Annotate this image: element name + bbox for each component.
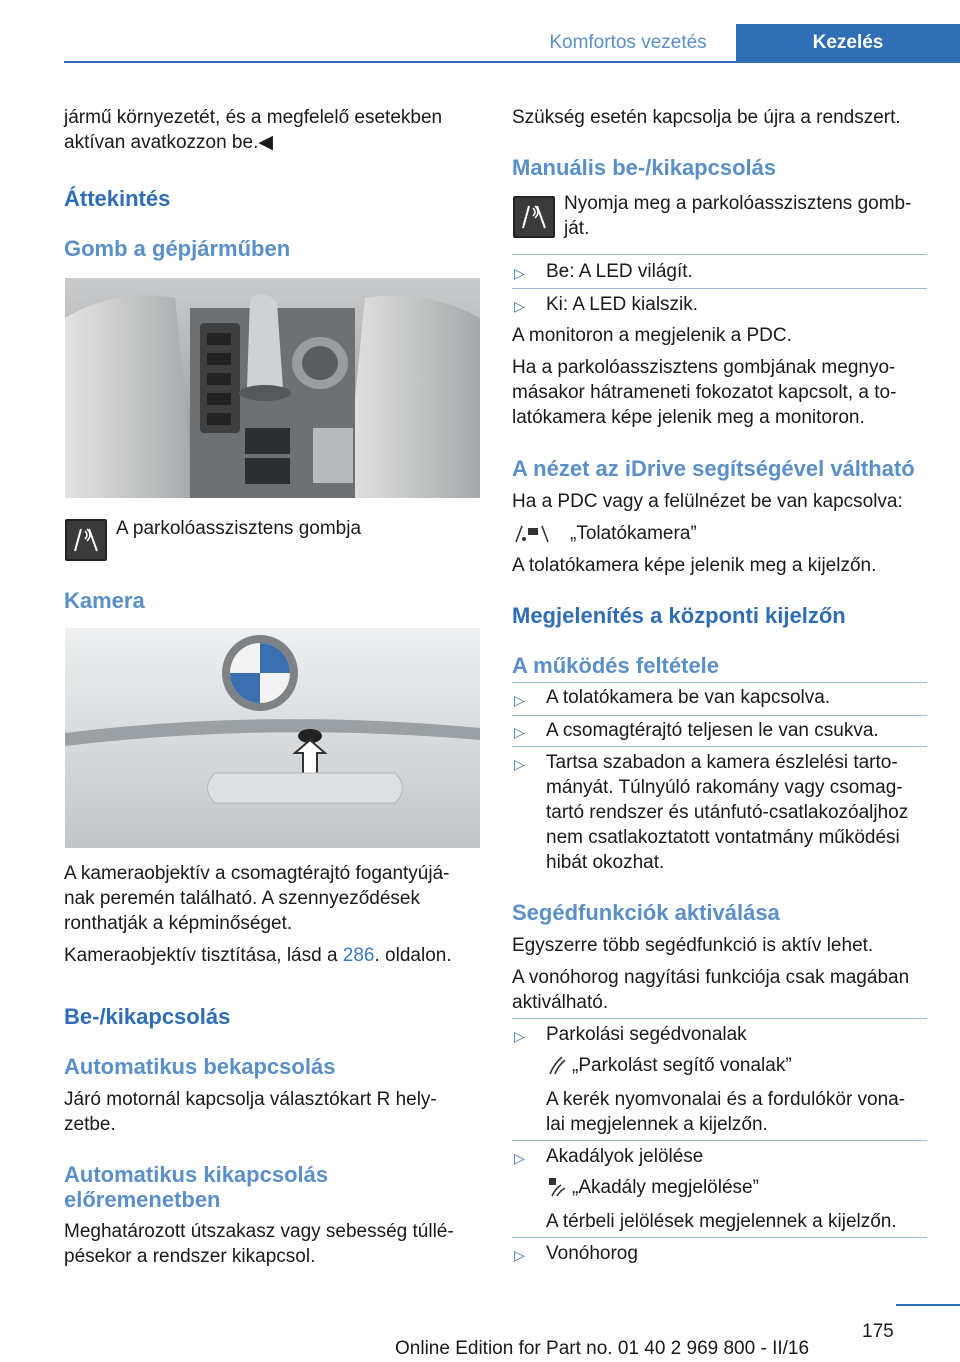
bullet-off: Ki: A LED kialszik.	[546, 294, 699, 315]
condition-3-line-1: Tartsa szabadon a kamera észlelési tarto-	[546, 752, 898, 773]
park-assist-button-icon-2	[513, 196, 555, 238]
condition-2: A csomagtérajtó teljesen le van csukva.	[546, 720, 879, 741]
page-286-link[interactable]: 286	[342, 945, 375, 966]
parking-lines-desc-2: lai megjelennek a kijelzőn.	[546, 1114, 768, 1135]
page-number: 175	[862, 1321, 894, 1342]
bullet-icon: ▷	[514, 1028, 525, 1044]
camera-cleaning-reference	[64, 944, 452, 968]
separator	[512, 682, 927, 683]
bullet-icon: ▷	[514, 1150, 525, 1166]
park-assist-caption: A parkolóasszisztens gombja	[116, 518, 362, 539]
header-rule	[64, 61, 960, 63]
park-assist-button-icon	[65, 519, 107, 561]
auto-off-line-1: Meghatározott útszakasz vagy sebesség túllé-	[64, 1221, 454, 1242]
reverse-line-3: latókamera képe jelenik meg a monitoron.	[512, 407, 865, 428]
heading-manual-on-off: Manuális be-/kikapcsolás	[512, 155, 777, 180]
reverse-line-2: másakor hátrameneti fokozatot kapcsolt, a to-	[512, 382, 897, 403]
cleaning-text-suffix: . oldalon.	[374, 945, 452, 966]
separator	[512, 1140, 927, 1141]
intro-line-1: jármű környezetét, és a megfelelő esetekben	[64, 107, 443, 128]
condition-3-line-3: tartó rendszer és utánfutó-csatlakozóaljhoz	[546, 802, 909, 823]
edition-text: Online Edition for Part no. 01 40 2 969 800 - II/16	[395, 1338, 810, 1359]
heading-auto-off-line-2: előremenetben	[64, 1187, 221, 1212]
condition-3-line-5: hibát okozhat.	[546, 852, 665, 873]
header-chapter-tab[interactable]: Kezelés	[736, 24, 960, 62]
heading-button-in-vehicle: Gomb a gépjárműben	[64, 236, 291, 261]
bullet-on: Be: A LED világít.	[546, 261, 693, 282]
reverse-line-1: Ha a parkolóasszisztens gombjának megnyo-	[512, 357, 896, 378]
parking-lines-menu: „Parkolást segítő vonalak”	[572, 1055, 792, 1076]
bullet-icon: ▷	[514, 724, 525, 740]
heading-on-off: Be-/kikapcsolás	[64, 1004, 231, 1029]
heading-idrive: A nézet az iDrive segítségével váltható	[512, 456, 915, 481]
assist-text-1: Egyszerre több segédfunkció is aktív lehet.	[512, 935, 874, 956]
heading-auto-on: Automatikus bekapcsolás	[64, 1054, 336, 1079]
assist-text-2-line-1: A vonóhorog nagyítási funkciója csak magában	[512, 967, 910, 988]
heading-condition: A működés feltétele	[512, 653, 720, 678]
auto-on-line-1: Járó motornál kapcsolja választókart R hely-	[64, 1089, 437, 1110]
intro-line-2: aktívan avatkozzon be.◀	[64, 132, 273, 153]
heading-central-display: Megjelenítés a központi kijelzőn	[512, 603, 846, 628]
manual-line-1: Nyomja meg a parkolóasszisztens gomb-	[564, 193, 912, 214]
separator	[512, 288, 927, 289]
heading-overview: Áttekintés	[64, 186, 171, 211]
bullet-icon: ▷	[514, 265, 525, 281]
cleaning-text-prefix: Kameraobjektív tisztítása, lásd a	[64, 945, 343, 966]
bullet-icon: ▷	[514, 692, 525, 708]
restart-text: Szükség esetén kapcsolja be újra a rendszert.	[512, 107, 901, 128]
camera-photo	[65, 628, 480, 848]
heading-auto-off-line-1: Automatikus kikapcsolás	[64, 1162, 329, 1187]
idrive-menu-item: „Tolatókamera”	[570, 523, 697, 544]
parking-lines-desc-1: A kerék nyomvonalai és a fordulókör vona-	[546, 1089, 906, 1110]
bullet-icon: ▷	[514, 756, 525, 772]
bullet-icon: ▷	[514, 1247, 525, 1263]
separator	[512, 715, 927, 716]
idrive-text: Ha a PDC vagy a felülnézet be van kapcsolva:	[512, 491, 903, 512]
condition-3-line-4: nem csatlakoztatott vontatmány működési	[546, 827, 900, 848]
idrive-result: A tolatókamera képe jelenik meg a kijelzőn.	[512, 555, 877, 576]
assist-text-2-line-2: aktiválható.	[512, 992, 609, 1013]
parking-lines-icon	[546, 1054, 568, 1081]
obstacles-menu: „Akadály megjelölése”	[572, 1177, 759, 1198]
obstacle-marking-icon	[546, 1176, 568, 1203]
condition-1: A tolatókamera be van kapcsolva.	[546, 687, 831, 708]
function-tow-hook: Vonóhorog	[546, 1243, 638, 1264]
manual-line-2: ját.	[564, 218, 590, 239]
function-obstacles: Akadályok jelölése	[546, 1146, 704, 1167]
heading-camera: Kamera	[64, 588, 145, 613]
camera-text-line-2: nak peremén található. A szennyeződések	[64, 888, 420, 909]
separator	[512, 1018, 927, 1019]
header-section-tab[interactable]: Komfortos vezetés	[549, 32, 707, 53]
auto-off-line-2: pésekor a rendszer kikapcsol.	[64, 1246, 316, 1267]
rear-camera-icon	[512, 522, 552, 549]
separator	[512, 1237, 927, 1238]
separator	[512, 254, 927, 255]
heading-assist-functions: Segédfunkciók aktiválása	[512, 900, 780, 925]
obstacles-desc: A térbeli jelölések megjelennek a kijelzőn.	[546, 1211, 897, 1232]
bullet-icon: ▷	[514, 298, 525, 314]
auto-on-line-2: zetbe.	[64, 1114, 116, 1135]
footer-rule	[896, 1304, 960, 1306]
function-parking-lines: Parkolási segédvonalak	[546, 1024, 747, 1045]
monitor-text: A monitoron a megjelenik a PDC.	[512, 325, 792, 346]
console-photo	[65, 278, 480, 498]
camera-text-line-1: A kameraobjektív a csomagtérajtó fogantyújá-	[64, 863, 450, 884]
separator	[512, 746, 927, 747]
condition-3-line-2: mányát. Túlnyúló rakomány vagy csomag-	[546, 777, 903, 798]
camera-text-line-3: ronthatják a képminőséget.	[64, 913, 293, 934]
